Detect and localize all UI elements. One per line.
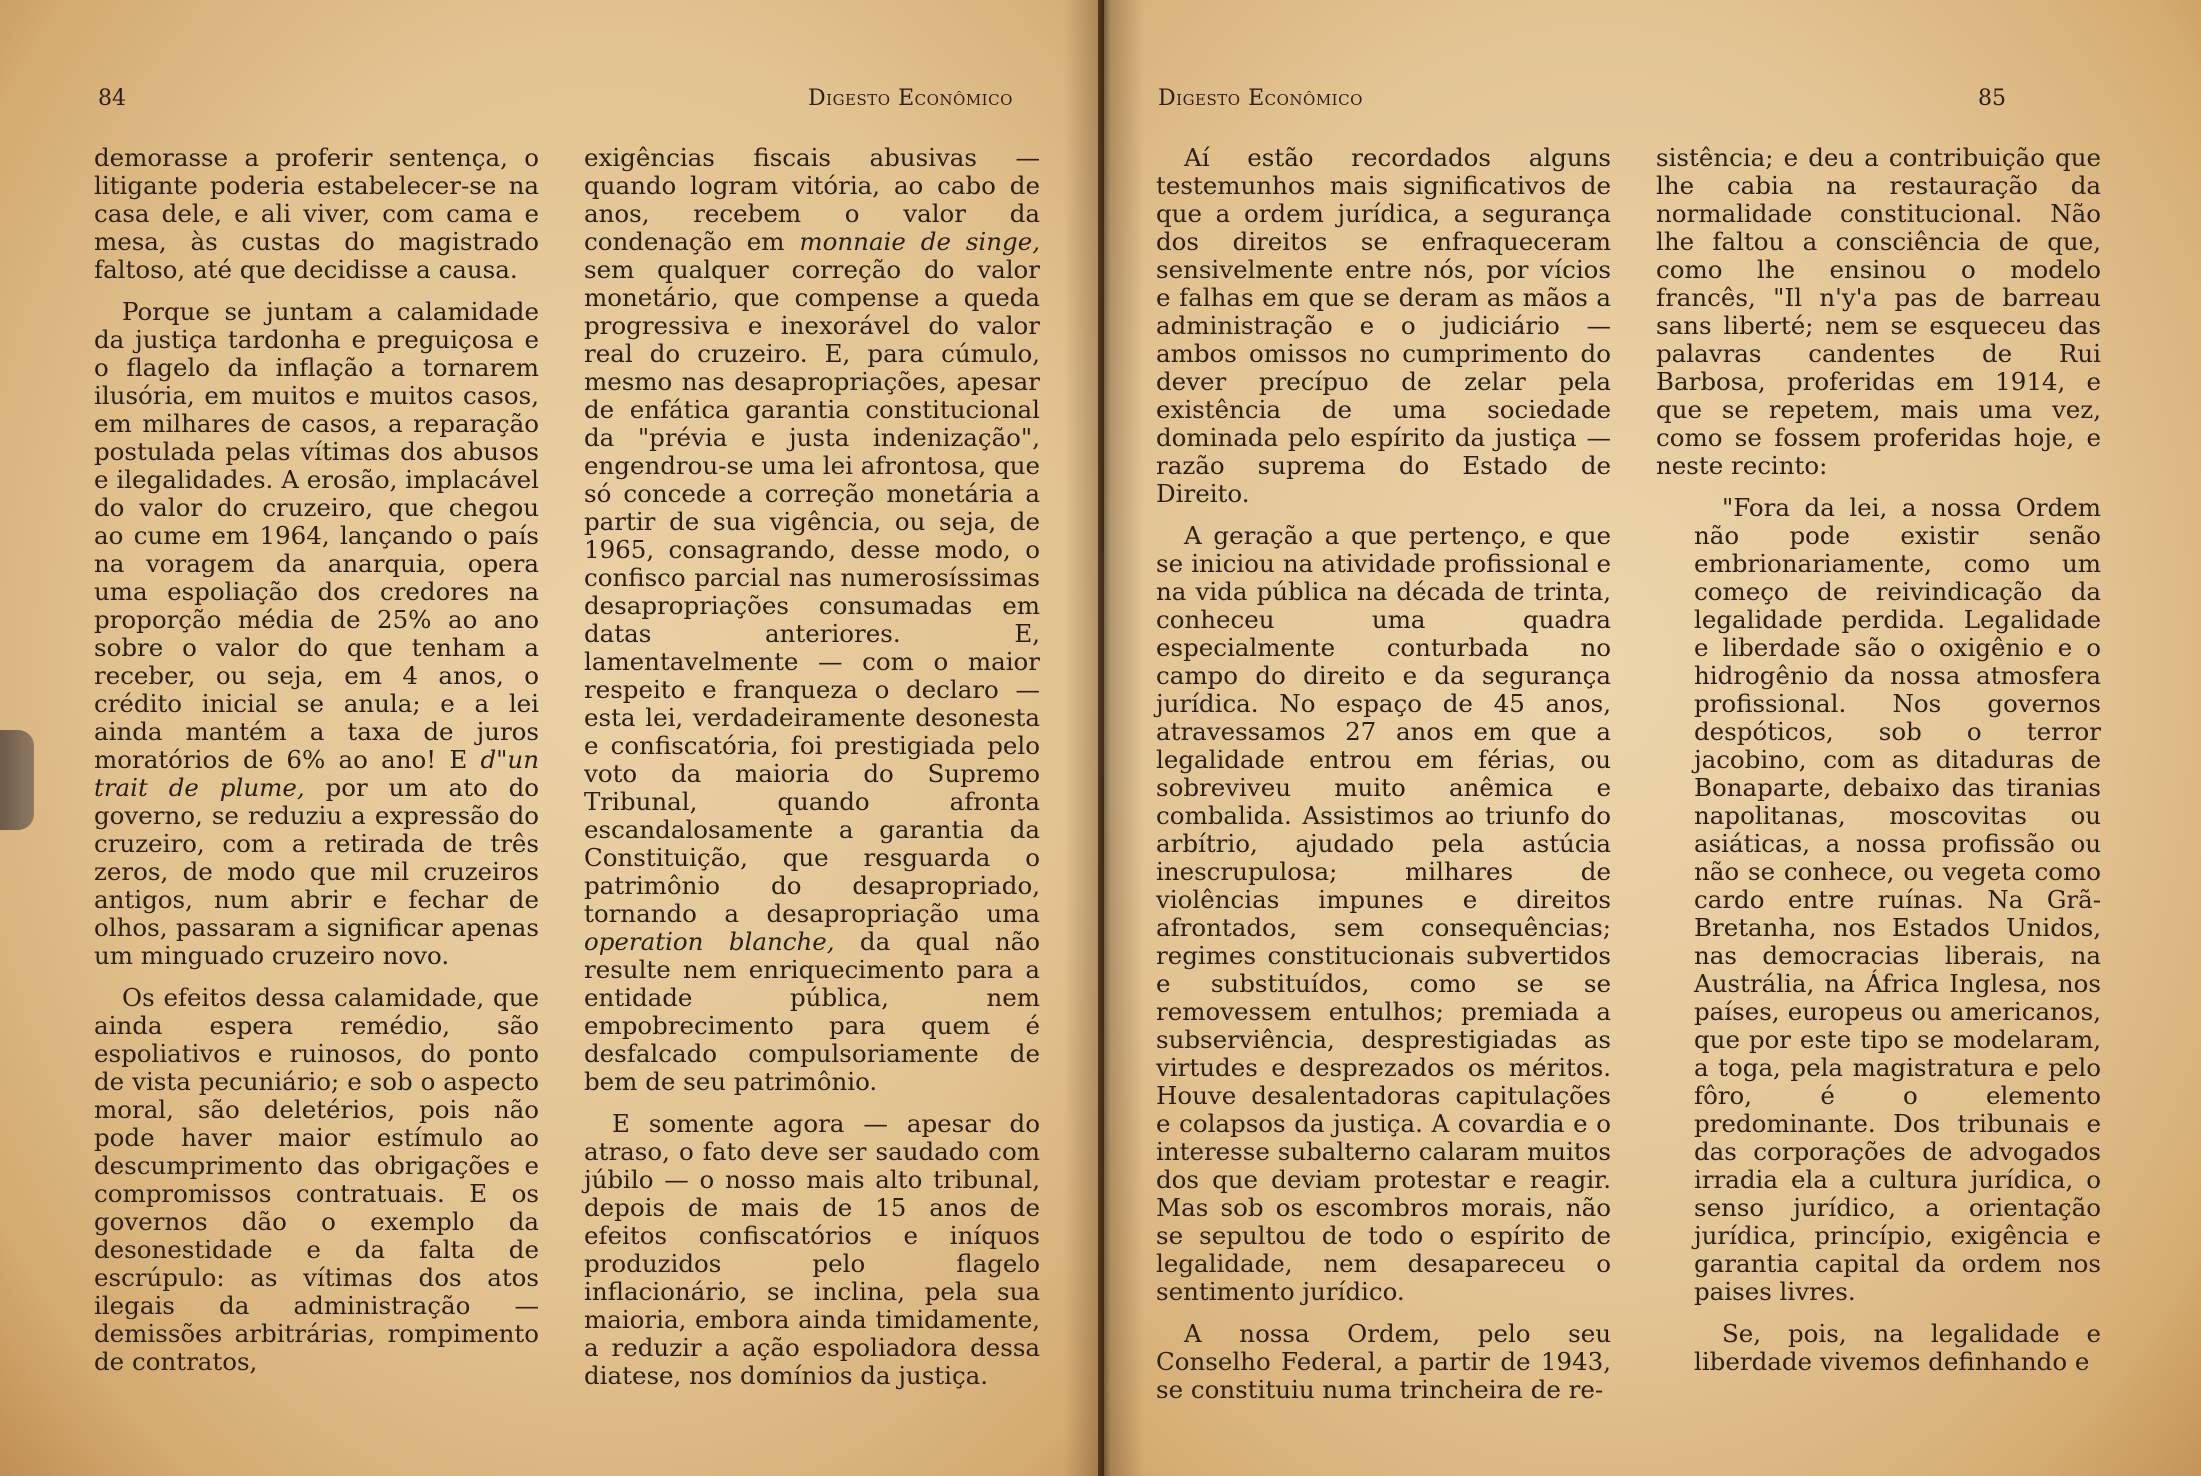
page-number-right: 85: [1978, 86, 2006, 111]
page-number-left: 84: [98, 86, 126, 111]
paragraph: Se, pois, na legalidade e liberdade vivemos definhando e: [1694, 1319, 2101, 1376]
left-page: [0, 0, 1098, 1476]
block-quote: "Fora da lei, a nossa Ordem não pode existir senão embrionariamente, como um começo de reivindicação da legalidade perdida. Legalidade e liberdade são o oxigênio e o hidrogênio da nossa atmosfera profissional. Nos governos despóticos, sob o terror jacobino, com as ditaduras de Bonaparte, debaixo das tiranias napolitanas, moscovitas ou asiáticas, a nossa profissão ou não se conhece, ou vegeta como cardo entre ruínas. Na Grã-Bretanha, nos Estados Unidos, nas democracias liberais, na Austrália, na África Inglesa, nos países, europeus ou americanos, que por este tipo se modelaram, a toga, pela magistratura e pelo fôro, é o elemento predominante. Dos tribunais e das corporações de advogados irradia ela a cultura jurídica, o senso jurídico, a orientação jurídica, princípio, exigência e garantia capital da ordem nos paises livres.: [1694, 493, 2101, 1306]
paragraph: sistência; e deu a contribuição que lhe cabia na restauração da normalidade constitucional. Não lhe faltou a consciência de que, como lhe ensinou o modelo francês, "Il n'y'a pas de barreau sans liberté; nem se esqueceu das palavras candentes de Rui Barbosa, proferidas em 1914, e que se repetem, mais uma vez, como se fossem proferidas hoje, e neste recinto:: [1656, 143, 2101, 480]
running-head-right: Digesto Econômico: [1158, 86, 1363, 111]
paragraph-text: por um ato do governo, se reduziu a expressão do cruzeiro, com a retirada de três zeros, de modo que mil cruzeiros antigos, num abrir e fechar de olhos, passaram a significar apenas um minguado cruzeiro novo.: [94, 773, 540, 970]
paragraph-text: da qual não resulte nem enriquecimento para a entidade pública, nem empobrecimento para quem é desfalcado compulsoriamente de bem de seu patrimônio.: [584, 927, 1040, 1096]
italic-phrase: operation blanche,: [584, 927, 835, 956]
paragraph: A geração a que pertenço, e que se iniciou na atividade profissional e na vida pública na década de trinta, conheceu uma quadra especialmente conturbada no campo do direito e da segurança jurídica. No espaço de 45 anos, atravessamos 27 anos em que a legalidade entrou em férias, ou sobreviveu muito anêmica e combalida. Assistimos ao triunfo do arbítrio, ajudado pela astúcia inescrupulosa; milhares de violências impunes e direitos afrontados, sem consequências; regimes constitucionais subvertidos e substituídos, como se se removessem entulhos; premiada a subserviência, desprestigiadas as virtudes e desprezados os méritos. Houve desalentadoras capitulações e colapsos da justiça. A covardia e o interesse subalterno calaram muitos dos que deviam protestar e reagir. Mas sob os escombros morais, não se sepultou de todo o espírito de legalidade, nem desapareceu o sentimento jurídico.: [1156, 521, 1611, 1306]
running-head-left: Digesto Econômico: [808, 86, 1013, 111]
paragraph: [584, 144, 1040, 1096]
paragraph: demorasse a proferir sentença, o litigante poderia estabelecer-se na casa dele, e ali viver, com cama e mesa, às custas do magistrado faltoso, até que decidisse a causa.: [94, 143, 539, 284]
paragraph-text: Porque se juntam a calamidade da justiça tardonha e preguiçosa e o flagelo da inflação a tornarem ilusória, em muitos e muitos casos, em milhares de casos, a reparação postulada pelas vítimas dos abusos e ilegalidades. A erosão, implacável do valor do cruzeiro, que chegou ao cume em 1964, lançando o país na voragem da anarquia, opera uma espoliação dos credores na proporção média de 25% ao ano sobre o valor do que tenham a receber, ou seja, em 4 anos, o crédito inicial se anula; e a lei ainda mantém a taxa de juros moratórios de 6% ao ano! E: [94, 297, 539, 774]
text-column-4: [1656, 144, 2101, 1390]
paragraph: A nossa Ordem, pelo seu Conselho Federal, a partir de 1943, se constituiu numa trincheira de re-: [1156, 1319, 1611, 1404]
paragraph-text: exigências fiscais abusivas — quando logram vitória, ao cabo de anos, recebem o valor da condenação em: [584, 143, 1040, 256]
paragraph: Os efeitos dessa calamidade, que ainda espera remédio, são espoliativos e ruinosos, do ponto de vista pecuniário; e sob o aspecto moral, são deletérios, pois não pode haver maior estímulo ao descumprimento das obrigações e compromissos contratuais. E os governos dão o exemplo da desonestidade e da falta de escrúpulo: as vítimas dos atos ilegais da administração — demissões arbitrárias, rompimento de contratos,: [94, 983, 539, 1376]
binding-tab: [0, 730, 34, 830]
paragraph: [94, 298, 539, 970]
italic-phrase: monnaie de singe,: [799, 227, 1040, 256]
italic-phrase: d"un trait de plume,: [94, 745, 539, 802]
paragraph: E somente agora — apesar do atraso, o fato deve ser saudado com júbilo — o nosso mais alto tribunal, depois de mais de 15 anos de efeitos confiscatórios e iníquos produzidos pelo flagelo inflacionário, se inclina, pela sua maioria, embora ainda timidamente, a reduzir a ação espoliadora dessa diatese, nos domínios da justiça.: [584, 1109, 1040, 1390]
text-column-2: [584, 144, 1040, 1404]
text-column-3: [1156, 144, 1611, 1418]
paragraph-text: sem qualquer correção do valor monetário, que compense a queda progressiva e inexorável do valor real do cruzeiro. E, para cúmulo, mesmo nas desapropriações, apesar de enfática garantia constitucional da "prévia e justa indenização", engendrou-se uma lei afrontosa, que só concede a correção monetária a partir de sua vigência, ou seja, de 1965, consagrando, desse modo, o confisco parcial nas numerosíssimas desapropriações consumadas em datas anteriores. E, lamentavelmente — com o maior respeito e franqueza o declaro — esta lei, verdadeiramente desonesta e confiscatória, foi prestigiada pelo voto da maioria do Supremo Tribunal, quando afronta escandalosamente a garantia da Constituição, que resguarda o patrimônio do desapropriado, tornando a desapropriação uma: [584, 255, 1040, 928]
text-column-1: [94, 144, 539, 1390]
paragraph: Aí estão recordados alguns testemunhos mais significativos de que a ordem jurídica, a segurança dos direitos se enfraqueceram sensivelmente entre nós, por vícios e falhas em que se deram as mãos a administração e o judiciário — ambos omissos no cumprimento do dever precípuo de zelar pela existência de uma sociedade dominada pelo espírito da justiça — razão suprema do Estado de Direito.: [1156, 143, 1611, 508]
